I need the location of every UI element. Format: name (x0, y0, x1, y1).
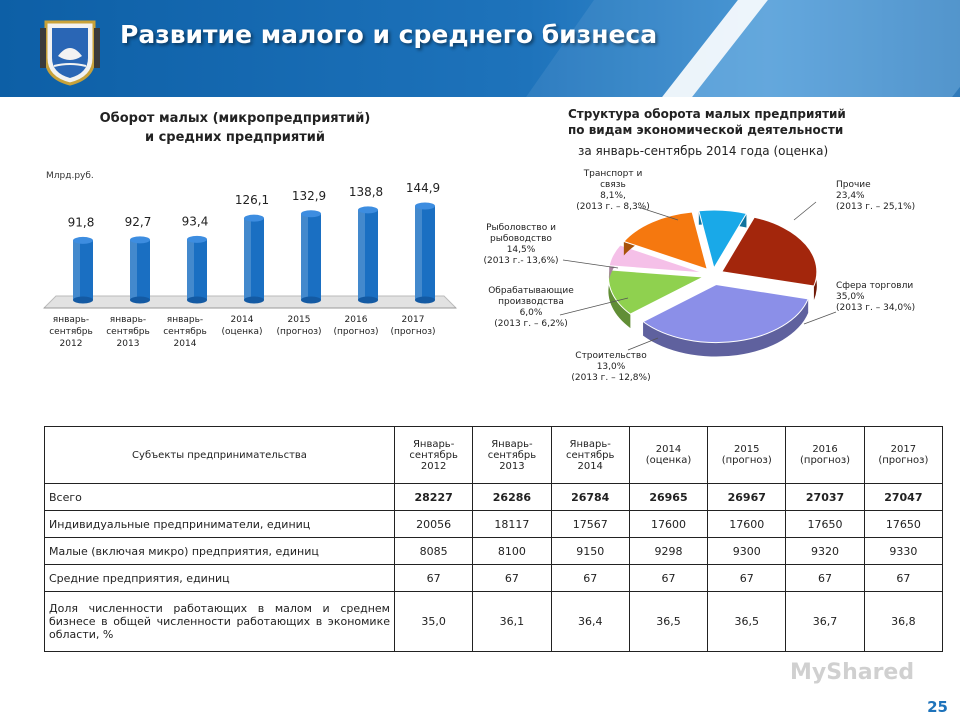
bar-cap (130, 236, 150, 243)
pie-slice-label: 6,0% (519, 308, 543, 318)
bar-cap (301, 210, 321, 217)
bar (187, 236, 207, 304)
table-cell-value: 28227 (395, 484, 473, 511)
bar-cap (73, 237, 93, 244)
pie-slice-label: производства (498, 297, 564, 307)
bar-base (244, 297, 264, 304)
table-row-label: Доля численности работающих в малом и среднем бизнесе в общей численности работающих в экономике области, % (45, 592, 395, 652)
pie-slice-label: 8,1%, (600, 191, 626, 201)
table-header-period: 2014 (оценка) (629, 427, 707, 484)
pie-slice-label: Обрабатывающие (488, 286, 574, 296)
table-cell-value: 67 (864, 565, 942, 592)
bar-chart-ylabel: Млрд.руб. (46, 171, 94, 181)
bar-cap (187, 236, 207, 243)
bar-tick-label: сентябрь (106, 327, 150, 337)
bar-highlight (130, 240, 137, 300)
table-cell-value: 26286 (473, 484, 551, 511)
pie-slice-label: 23,4% (836, 191, 865, 201)
table-cell-value: 26967 (708, 484, 786, 511)
bar (73, 237, 93, 304)
bar-tick-label: 2016 (344, 315, 368, 325)
bar-value-label: 92,7 (124, 214, 152, 229)
table-header-row (45, 427, 943, 484)
table-cell-value: 9330 (864, 538, 942, 565)
table-header-subjects: Субъекты предпринимательства (45, 427, 395, 484)
bar-chart-title-line: Оборот малых (микропредприятий) (99, 111, 371, 126)
table-row-label: Индивидуальные предприниматели, единиц (45, 511, 395, 538)
table-cell-value: 9298 (629, 538, 707, 565)
table-cell-value: 67 (786, 565, 864, 592)
table-cell-value: 67 (395, 565, 473, 592)
bar (301, 210, 321, 303)
table-row-label: Малые (включая микро) предприятия, единиц (45, 538, 395, 565)
bar-value-label: 126,1 (234, 193, 270, 208)
bar-chart-title (100, 111, 371, 145)
table-cell-value: 9150 (551, 538, 629, 565)
table-header-period: Январь- сентябрь 2014 (551, 427, 629, 484)
pie-slice-label: (2013 г. – 25,1%) (836, 202, 916, 212)
pie-leader-line (628, 338, 658, 350)
bar-value-label: 91,8 (67, 215, 95, 230)
pie-slice-label: 35,0% (836, 292, 865, 302)
table-cell-value: 20056 (395, 511, 473, 538)
table-cell-value: 27047 (864, 484, 942, 511)
pie-slice-label: Сфера торговли (836, 281, 914, 291)
table-cell-value: 35,0 (395, 592, 473, 652)
table-cell-value: 67 (708, 565, 786, 592)
table-cell-value: 17567 (551, 511, 629, 538)
bar-marks (68, 181, 441, 304)
table-cell-value: 9320 (786, 538, 864, 565)
bar-base (73, 297, 93, 304)
pie-chart-title-line: Структура оборота малых предприятий (568, 107, 846, 121)
bar-value-label: 132,9 (291, 188, 327, 203)
bar-cap (415, 202, 435, 209)
bar (415, 202, 435, 303)
bar-highlight (415, 206, 422, 300)
table-cell-value: 18117 (473, 511, 551, 538)
bar-tick-label: 2017 (401, 315, 425, 325)
pie-slice-label: (2013 г. – 6,2%) (494, 319, 568, 329)
bar-base (415, 297, 435, 304)
table-cell-value: 36,4 (551, 592, 629, 652)
table-cell-value: 36,5 (708, 592, 786, 652)
bar-tick-label: 2015 (287, 315, 311, 325)
bar-highlight (187, 239, 194, 300)
business-stats-table (44, 426, 943, 652)
table-cell-value: 36,5 (629, 592, 707, 652)
table-cell-value: 36,7 (786, 592, 864, 652)
table-cell-value: 67 (551, 565, 629, 592)
bar-tick-label: (прогноз) (390, 327, 436, 337)
page-title: Развитие малого и среднего бизнеса (120, 20, 658, 49)
table-cell-value: 17600 (708, 511, 786, 538)
table-cell-value: 17600 (629, 511, 707, 538)
pie-slice-label: Транспорт и (583, 169, 643, 179)
table-cell-value: 36,8 (864, 592, 942, 652)
bar-tick-label: январь- (109, 315, 147, 325)
table-cell-value: 17650 (864, 511, 942, 538)
bar-highlight (358, 210, 365, 300)
bar-highlight (301, 214, 308, 300)
table-cell-value: 36,1 (473, 592, 551, 652)
pie-slice-label: Строительство (575, 351, 647, 361)
bar-tick-label: 2013 (116, 339, 140, 349)
pie-slice-label: (2013 г. – 34,0%) (836, 303, 916, 313)
table-cell-value: 9300 (708, 538, 786, 565)
turnover-bar-chart (30, 100, 470, 420)
table-row (45, 592, 943, 652)
bar-tick-label: сентябрь (49, 327, 93, 337)
bar-tick-label: (прогноз) (276, 327, 322, 337)
table-header-period: 2017 (прогноз) (864, 427, 942, 484)
bar-tick-label: январь- (166, 315, 204, 325)
table-row (45, 484, 943, 511)
table-header-period: Январь- сентябрь 2013 (473, 427, 551, 484)
table-cell-value: 67 (629, 565, 707, 592)
table-cell-value: 26784 (551, 484, 629, 511)
bar-tick-label: 2012 (59, 339, 83, 349)
structure-pie-chart (478, 100, 960, 420)
bar-base (130, 297, 150, 304)
table-cell-value: 8100 (473, 538, 551, 565)
table-cell-value: 17650 (786, 511, 864, 538)
pie-slice-label: (2013 г.- 13,6%) (483, 256, 559, 266)
table-row-label: Всего (45, 484, 395, 511)
bar (244, 215, 264, 304)
pie-chart-subtitle: за январь-сентябрь 2014 года (оценка) (578, 144, 829, 158)
bar-value-label: 144,9 (405, 180, 441, 195)
pie-slice-label: рыбоводство (490, 234, 552, 244)
bar-highlight (244, 218, 251, 300)
bar-cap (244, 215, 264, 222)
header-banner (0, 0, 960, 97)
bar-tick-label: 2014 (173, 339, 197, 349)
pie-slice-label: (2013 г. – 8,3%) (576, 202, 650, 212)
bar-tick-label: (оценка) (221, 327, 263, 337)
table-header-period: 2015 (прогноз) (708, 427, 786, 484)
bar-base (187, 297, 207, 304)
bar-highlight (73, 240, 80, 300)
pie-slice-label: Прочие (836, 180, 871, 190)
table-cell-value: 8085 (395, 538, 473, 565)
table-row (45, 565, 943, 592)
bar-chart-title-line: и средних предприятий (144, 130, 326, 145)
bar-value-label: 93,4 (181, 214, 209, 229)
pie-leader-line (638, 207, 678, 220)
watermark: MyShared (790, 660, 915, 685)
table-row-label: Средние предприятия, единиц (45, 565, 395, 592)
bar-tick-label: 2014 (230, 315, 254, 325)
bar-base (358, 297, 378, 304)
bar (358, 206, 378, 303)
bar-base (301, 297, 321, 304)
pie-slice-label: Рыболовство и (486, 223, 556, 233)
pie-chart-title (568, 107, 846, 137)
bar-tick-label: (прогноз) (333, 327, 379, 337)
bar (130, 236, 150, 303)
table-header-period: Январь- сентябрь 2012 (395, 427, 473, 484)
pie-chart-title-line: по видам экономической деятельности (568, 123, 844, 137)
bar-tick-label: сентябрь (163, 327, 207, 337)
pie-leader-line (804, 312, 836, 324)
coat-of-arms-icon (40, 18, 100, 86)
pie-marks (608, 210, 816, 357)
bar-value-label: 138,8 (348, 184, 384, 199)
bar-tick-labels (49, 315, 435, 349)
bar-tick-label: январь- (52, 315, 90, 325)
table-body (45, 484, 943, 652)
pie-slice-label: связь (600, 180, 626, 190)
bar-cap (358, 206, 378, 213)
table-cell-value: 67 (473, 565, 551, 592)
table-row (45, 511, 943, 538)
pie-slice-label: 13,0% (596, 362, 626, 372)
pie-leader-line (794, 202, 816, 220)
table-row (45, 538, 943, 565)
page-number: 25 (927, 698, 948, 716)
table-cell-value: 27037 (786, 484, 864, 511)
pie-slice-label: (2013 г. – 12,8%) (571, 373, 651, 383)
pie-slice-label: 14,5% (506, 245, 536, 255)
table-header-period: 2016 (прогноз) (786, 427, 864, 484)
table-cell-value: 26965 (629, 484, 707, 511)
